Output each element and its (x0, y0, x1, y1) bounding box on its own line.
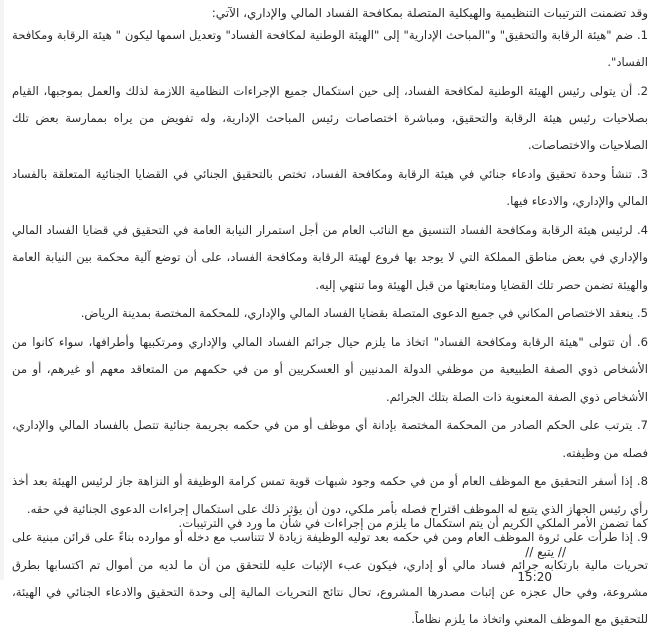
item-number: 8. (636, 474, 648, 489)
list-item (12, 78, 648, 160)
item-text: ضم "هيئة الرقابة والتحقيق" و"المباحث الإدارية" إلى "الهيئة الوطنية لمكافحة الفساد" وتعديل اسمها ليكون " هيئة الرقابة ومكافحة الفساد". (12, 28, 648, 70)
item-number: 1. (636, 28, 649, 42)
list-item (12, 22, 648, 76)
list-item (12, 161, 648, 215)
list-item (12, 412, 648, 466)
item-number: 7. (636, 418, 649, 433)
item-text: إذا أسفر التحقيق مع الموظف العام أو من في حكمه وجود شبهات قوية تمس كرامة الوظيفة أو النزاهة جاز لرئيس الهيئة بعد أخذ رأي رئيس الجهاز الذي يتبع له الموظف اقتراح فصله بأمر ملكي، دون أن يؤثر ذلك على استكمال إجراءات الدعوى الجنائية في حقه. (12, 474, 648, 516)
list-item (12, 329, 648, 411)
item-number: 5. (636, 306, 648, 321)
scrollbar[interactable] (0, 0, 4, 580)
item-text: إذا طرأت على ثروة الموظف العام ومن في حكمه بعد توليه الوظيفة زيادة لا تتناسب مع دخله أو موارده بناءً على قرائن مبنية على تحريات مالية بارتكابه جرائم فساد مالي أو إداري، فيكون عبء الإثبات عليه للتحقق من أن ما لديه من أموال تم اكتسابها بطرق مشروعة، وفي حال عجزه عن إثبات مصدرها المشروع، تحال نتائج التحريات المالية إلى وحدة التحقيق والادعاء الجنائي في الهيئة، للتحقيق مع الموظف المعني واتخاذ ما يلزم نظاماً. (12, 530, 648, 627)
arrangements-list (12, 22, 648, 635)
document-intro: وقد تضمنت الترتيبات التنظيمية والهيكلية المتصلة بمكافحة الفساد المالي والإداري، الآتي: (211, 6, 648, 20)
item-text: تنشأ وحدة تحقيق وادعاء جنائي في هيئة الرقابة ومكافحة الفساد، تختص بالتحقيق الجنائي في القضايا الجنائية المتعلقة بالفساد المالي والإداري، والادعاء فيها. (12, 167, 648, 209)
item-text: أن تتولى "هيئة الرقابة ومكافحة الفساد" اتخاذ ما يلزم حيال جرائم الفساد المالي والإداري ومرتكبيها وأطرافها، سواء كانوا من الأشخاص ذوي الصفة الطبيعية من موظفي الدولة المدنيين أو العسكريين أو من في حكمهم من المتعاقد معهم أو غيرهم، أو من الأشخاص ذوي الصفة المعنوية ذات الصلة بتلك الجرائم. (12, 335, 648, 404)
closing-paragraph: كما تضمن الأمر الملكي الكريم أن يتم استكمال ما يلزم من إجراءات في شأن ما ورد في الترتيبات. (178, 516, 648, 530)
item-text: لرئيس هيئة الرقابة ومكافحة الفساد التنسيق مع النائب العام من أجل استمرار النيابة العامة في التحقيق في قضايا الفساد المالي والإداري في بعض مناطق المملكة التي لا يوجد بها فروع لهيئة الرقابة ومكافحة الفساد، على أن توضع آلية محكمة بين النيابة العامة والهيئة تضمن حصر تلك القضايا ومتابعتها من قبل الهيئة وما تنتهي إليه. (12, 223, 648, 292)
list-item (12, 217, 648, 299)
list-item (12, 300, 648, 327)
list-item (12, 524, 648, 633)
item-number: 9. (636, 530, 649, 545)
item-number: 4. (636, 223, 649, 238)
item-number: 3. (636, 167, 648, 182)
item-text: يترتب على الحكم الصادر من المحكمة المختصة بإدانة أي موظف أو من في حكمه بجريمة جنائية تتصل بالفساد المالي والإداري، فصله من وظيفته. (12, 418, 648, 460)
continued-marker: // يتبع // (525, 545, 566, 559)
timestamp: 15:20 (517, 570, 552, 584)
item-number: 2. (636, 84, 649, 98)
item-text: ينعقد الاختصاص المكاني في جميع الدعوى المتصلة بقضايا الفساد المالي والإداري، للمحكمة المختصة بمدينة الرياض. (80, 306, 634, 321)
item-text: أن يتولى رئيس الهيئة الوطنية لمكافحة الفساد، إلى حين استكمال جميع الإجراءات النظامية اللازمة لذلك والعمل بموجبها، القيام بصلاحيات رئيس هيئة الرقابة والتحقيق، ومباشرة اختصاصات رئيس المباحث الإدارية، وله تفويض من يراه بممارسة بعض تلك الصلاحيات والاختصاصات. (12, 84, 648, 153)
item-number: 6. (636, 335, 648, 350)
